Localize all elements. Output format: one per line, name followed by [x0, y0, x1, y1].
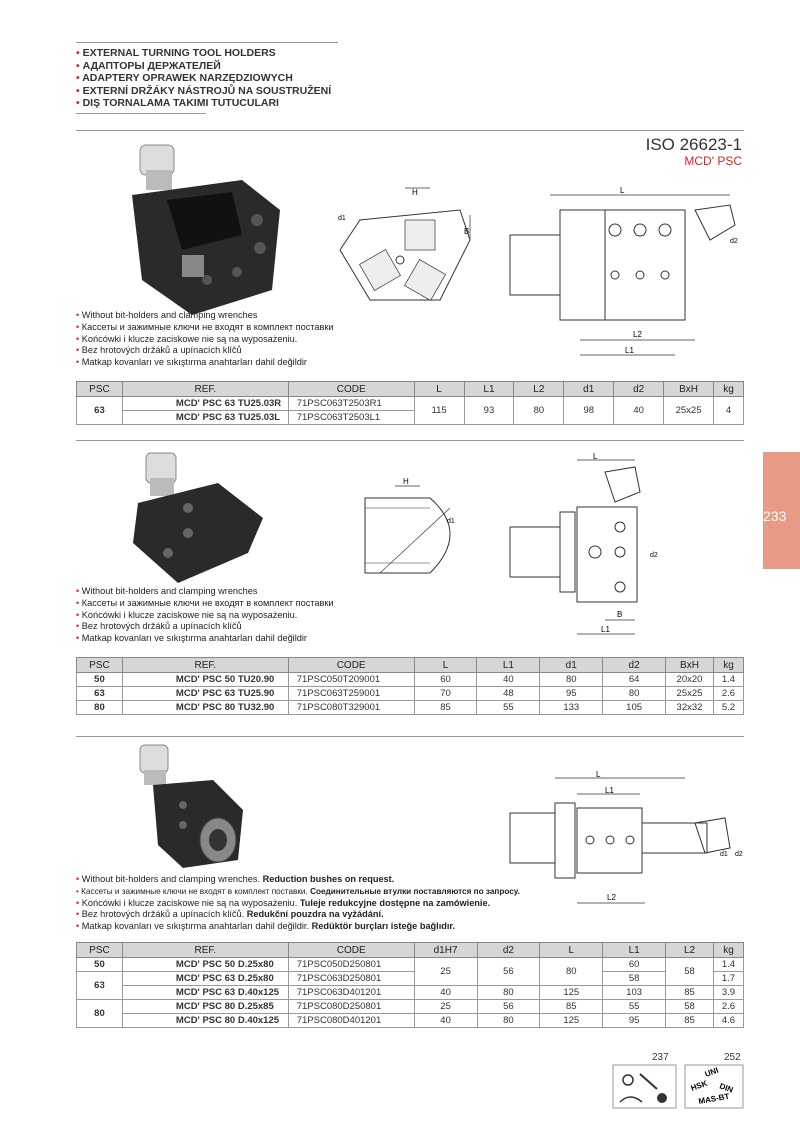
table-header — [77, 658, 744, 673]
value-cell: 85 — [666, 986, 714, 1000]
value-cell: 80 — [477, 986, 540, 1000]
value-cell: 85 — [540, 1000, 603, 1014]
value-cell: 1.4 — [713, 673, 743, 687]
col-header: REF. — [122, 382, 288, 397]
col-header: L1 — [603, 943, 666, 958]
table-row — [77, 986, 744, 1000]
col-header: CODE — [288, 658, 414, 673]
dim-L-label: L — [620, 186, 625, 195]
notes-section-3 — [76, 874, 520, 933]
col-header: L — [414, 382, 464, 397]
value-cell: 60 — [603, 958, 666, 972]
value-cell: 64 — [603, 673, 666, 687]
value-cell: 85 — [414, 701, 477, 715]
spec-table-1 — [76, 381, 744, 425]
header-top-rule — [76, 42, 338, 43]
value-cell: 85 — [666, 1014, 714, 1028]
table-row — [77, 1014, 744, 1028]
note-tr: • Matkap kovanları ve sıkıştırma anahtarları dahil değildir. Redüktör burçları isteğe bağlıdır. — [76, 921, 456, 932]
dim-B-label-2: B — [617, 610, 623, 619]
value-cell: 3.9 — [713, 986, 743, 1000]
value-cell: 1.7 — [713, 972, 743, 986]
value-cell: 95 — [540, 687, 603, 701]
table-row — [77, 1000, 744, 1014]
note-pl: • Końcówki i klucze zaciskowe nie są na wyposażeniu. Tuleje redukcyjne dostępne na zamówienie. — [76, 897, 491, 908]
title-en: • EXTERNAL TURNING TOOL HOLDERS — [76, 47, 276, 59]
table-header — [77, 943, 744, 958]
value-cell: 58 — [603, 972, 666, 986]
note-ru: • Кассеты и зажимные ключи не входят в комплект поставки — [76, 597, 334, 608]
spec-table-3 — [76, 942, 744, 1028]
table-row — [77, 701, 744, 715]
product-photo-2 — [128, 448, 268, 583]
value-cell: 48 — [477, 687, 540, 701]
dim-L1-label-2: L1 — [601, 625, 610, 634]
col-header: L — [540, 943, 603, 958]
ref-cell: MCD' PSC 63 TU25.90 — [122, 687, 288, 701]
col-header: REF. — [122, 658, 288, 673]
col-header: L2 — [666, 943, 714, 958]
product-photo-1 — [122, 140, 292, 315]
table-header — [77, 382, 744, 397]
value-cell: 58 — [666, 958, 714, 986]
psc-cell: 80 — [77, 1000, 123, 1028]
ref-cell: MCD' PSC 80 D.40x125 — [122, 1014, 288, 1028]
ref-cell: MCD' PSC 63 TU25.03L — [122, 411, 288, 425]
value-cell: 25 — [414, 1000, 477, 1014]
title-ru: • АДАПТОРЫ ДЕРЖАТЕЛЕЙ — [76, 59, 221, 72]
value-cell: 93 — [464, 397, 514, 425]
value-cell: 2.6 — [713, 1000, 743, 1014]
value-cell: 1.4 — [713, 958, 743, 972]
value-cell: 125 — [540, 986, 603, 1000]
col-header: PSC — [77, 382, 123, 397]
dim-d1-label-2: d1 — [447, 518, 455, 525]
note-en: • Without bit-holders and clamping wrenches — [76, 586, 258, 596]
col-header: BxH — [664, 382, 714, 397]
value-cell: 58 — [666, 1000, 714, 1014]
value-cell: 80 — [540, 673, 603, 687]
value-cell: 105 — [603, 701, 666, 715]
tools-icon — [612, 1064, 677, 1109]
ref-cell: MCD' PSC 63 D.40x125 — [122, 986, 288, 1000]
col-header: d2 — [614, 382, 664, 397]
psc-cell: 63 — [77, 972, 123, 1000]
page-ref-237[interactable]: 237 — [652, 1052, 669, 1063]
ref-cell: MCD' PSC 63 D.25x80 — [122, 972, 288, 986]
value-cell: 2.6 — [713, 687, 743, 701]
col-header: PSC — [77, 658, 123, 673]
notes-section-1 — [76, 310, 334, 369]
section-rule-3 — [76, 736, 744, 737]
code-cell: 71PSC063T259001 — [288, 687, 414, 701]
code-cell: 71PSC080D250801 — [288, 1000, 414, 1014]
code-cell: 71PSC080D401201 — [288, 1014, 414, 1028]
series-name: MCD' PSC — [684, 154, 742, 168]
col-header: L1 — [477, 658, 540, 673]
col-header: PSC — [77, 943, 123, 958]
code-cell: 71PSC050D250801 — [288, 958, 414, 972]
dim-d2-label: d2 — [730, 238, 738, 245]
col-header: L1 — [464, 382, 514, 397]
value-cell: 56 — [477, 1000, 540, 1014]
code-cell: 71PSC063D401201 — [288, 986, 414, 1000]
value-cell: 40 — [414, 986, 477, 1000]
note-en: • Without bit-holders and clamping wrenches — [76, 310, 258, 320]
col-header: REF. — [122, 943, 288, 958]
psc-cell: 50 — [77, 673, 123, 687]
dim-L2-label: L2 — [633, 330, 642, 339]
psc-cell: 50 — [77, 958, 123, 972]
value-cell: 56 — [477, 958, 540, 986]
ref-cell: MCD' PSC 80 TU32.90 — [122, 701, 288, 715]
col-header: d1H7 — [414, 943, 477, 958]
col-header: d1 — [540, 658, 603, 673]
side-view-drawing-1 — [505, 185, 750, 360]
value-cell: 133 — [540, 701, 603, 715]
col-header: kg — [713, 943, 743, 958]
col-header: kg — [713, 658, 743, 673]
ref-cell: MCD' PSC 50 TU20.90 — [122, 673, 288, 687]
value-cell: 55 — [603, 1000, 666, 1014]
section-rule-2 — [76, 440, 744, 441]
table-row — [77, 972, 744, 986]
code-cell: 71PSC080T329001 — [288, 701, 414, 715]
value-cell: 5.2 — [713, 701, 743, 715]
ref-cell: MCD' PSC 63 TU25.03R — [122, 397, 288, 411]
dim-L-label-2: L — [593, 452, 598, 461]
title-cz: • EXTERNÍ DRŽÁKY NÁSTROJŮ NA SOUSTRUŽENÍ — [76, 84, 332, 97]
code-cell: 71PSC063D250801 — [288, 972, 414, 986]
value-cell: 70 — [414, 687, 477, 701]
dim-B-label: B — [464, 227, 470, 236]
col-header: L2 — [514, 382, 564, 397]
standards-badge — [684, 1064, 744, 1109]
value-cell: 98 — [564, 397, 614, 425]
dim-d2-label-2: d2 — [650, 552, 658, 559]
value-cell: 60 — [414, 673, 477, 687]
code-cell: 71PSC063T2503L1 — [288, 411, 414, 425]
psc-cell: 63 — [77, 687, 123, 701]
value-cell: 95 — [603, 1014, 666, 1028]
psc-cell: 80 — [77, 701, 123, 715]
code-cell: 71PSC050T209001 — [288, 673, 414, 687]
side-view-drawing-2 — [505, 452, 665, 642]
dim-d2-label-3: d2 — [735, 851, 743, 858]
note-tr: • Matkap kovanları ve sıkıştırma anahtarları dahil değildir — [76, 633, 307, 644]
code-cell: 71PSC063T2503R1 — [288, 397, 414, 411]
table-row — [77, 958, 744, 972]
note-cz: • Bez hrotových držáků a upínacích klíčů. Redukční pouzdra na vyžádání. — [76, 909, 384, 920]
page-tab-number: 233 — [763, 508, 787, 524]
value-cell: 115 — [414, 397, 464, 425]
value-cell: 40 — [477, 673, 540, 687]
value-cell: 125 — [540, 1014, 603, 1028]
dim-L1-label: L1 — [625, 346, 634, 355]
col-header: d2 — [477, 943, 540, 958]
value-cell: 80 — [514, 397, 564, 425]
note-pl: • Końcówki i klucze zaciskowe nie są na wyposażeniu. — [76, 609, 298, 620]
badge-masbt: MAS-BT — [697, 1091, 730, 1106]
iso-standard: ISO 26623-1 — [645, 135, 742, 154]
dim-L1-label-3: L1 — [605, 786, 614, 795]
value-cell: 55 — [477, 701, 540, 715]
col-header: BxH — [666, 658, 714, 673]
note-ru: • Кассеты и зажимные ключи не входят в комплект поставки. Соединительные втулки поставляются по запросу. — [76, 886, 520, 896]
dim-L2-label-3: L2 — [607, 893, 616, 902]
value-cell: 4.6 — [713, 1014, 743, 1028]
front-view-drawing-2 — [355, 478, 475, 588]
note-cz: • Bez hrotových držáků a upínacích klíčů — [76, 621, 242, 632]
col-header: CODE — [288, 943, 414, 958]
dim-d1-label-front: d1 — [338, 215, 346, 222]
note-en: • Without bit-holders and clamping wrenches. Reduction bushes on request. — [76, 874, 395, 884]
dim-H-label-2: H — [403, 478, 409, 486]
badge-hsk: HSK — [689, 1078, 709, 1093]
ref-cell: MCD' PSC 50 D.25x80 — [122, 958, 288, 972]
value-cell: 80 — [603, 687, 666, 701]
dim-H-label: H — [412, 188, 418, 197]
note-tr: • Matkap kovanları ve sıkıştırma anahtarları dahil değildir — [76, 357, 307, 368]
header-bottom-rule — [76, 113, 206, 114]
ref-cell: MCD' PSC 80 D.25x85 — [122, 1000, 288, 1014]
note-ru: • Кассеты и зажимные ключи не входят в комплект поставки — [76, 321, 334, 332]
value-cell: 25x25 — [664, 397, 714, 425]
value-cell: 32x32 — [666, 701, 714, 715]
value-cell: 25 — [414, 958, 477, 986]
page-ref-252[interactable]: 252 — [724, 1052, 741, 1063]
front-view-drawing-1 — [330, 180, 490, 315]
value-cell: 4 — [714, 397, 744, 425]
notes-section-2 — [76, 586, 334, 645]
value-cell: 40 — [614, 397, 664, 425]
value-cell: 80 — [477, 1014, 540, 1028]
title-pl: • ADAPTERY OPRAWEK NARZĘDZIOWYCH — [76, 72, 293, 85]
value-cell: 20x20 — [666, 673, 714, 687]
psc-cell: 63 — [77, 397, 123, 425]
col-header: CODE — [288, 382, 414, 397]
badge-uni: UNI — [703, 1065, 720, 1079]
section-rule-1 — [76, 130, 744, 131]
table-row — [77, 673, 744, 687]
side-view-drawing-3 — [505, 768, 750, 908]
note-pl: • Końcówki i klucze zaciskowe nie są na wyposażeniu. — [76, 333, 298, 344]
col-header: d2 — [603, 658, 666, 673]
dim-L-label-3: L — [596, 770, 601, 779]
value-cell: 25x25 — [666, 687, 714, 701]
badge-din: DIN — [718, 1081, 735, 1095]
dim-d1-label-3: d1 — [720, 851, 728, 858]
col-header: kg — [714, 382, 744, 397]
title-tr: • DIŞ TORNALAMA TAKIMI TUTUCULARI — [76, 97, 279, 110]
header-title-list — [76, 47, 331, 110]
col-header: d1 — [564, 382, 614, 397]
product-photo-3 — [128, 740, 248, 870]
table-row — [77, 397, 744, 411]
table-row — [77, 687, 744, 701]
value-cell: 103 — [603, 986, 666, 1000]
value-cell: 40 — [414, 1014, 477, 1028]
note-cz: • Bez hrotových držáků a upínacích klíčů — [76, 345, 242, 356]
value-cell: 80 — [540, 958, 603, 986]
col-header: L — [414, 658, 477, 673]
spec-table-2 — [76, 657, 744, 715]
page-tab — [763, 452, 800, 569]
